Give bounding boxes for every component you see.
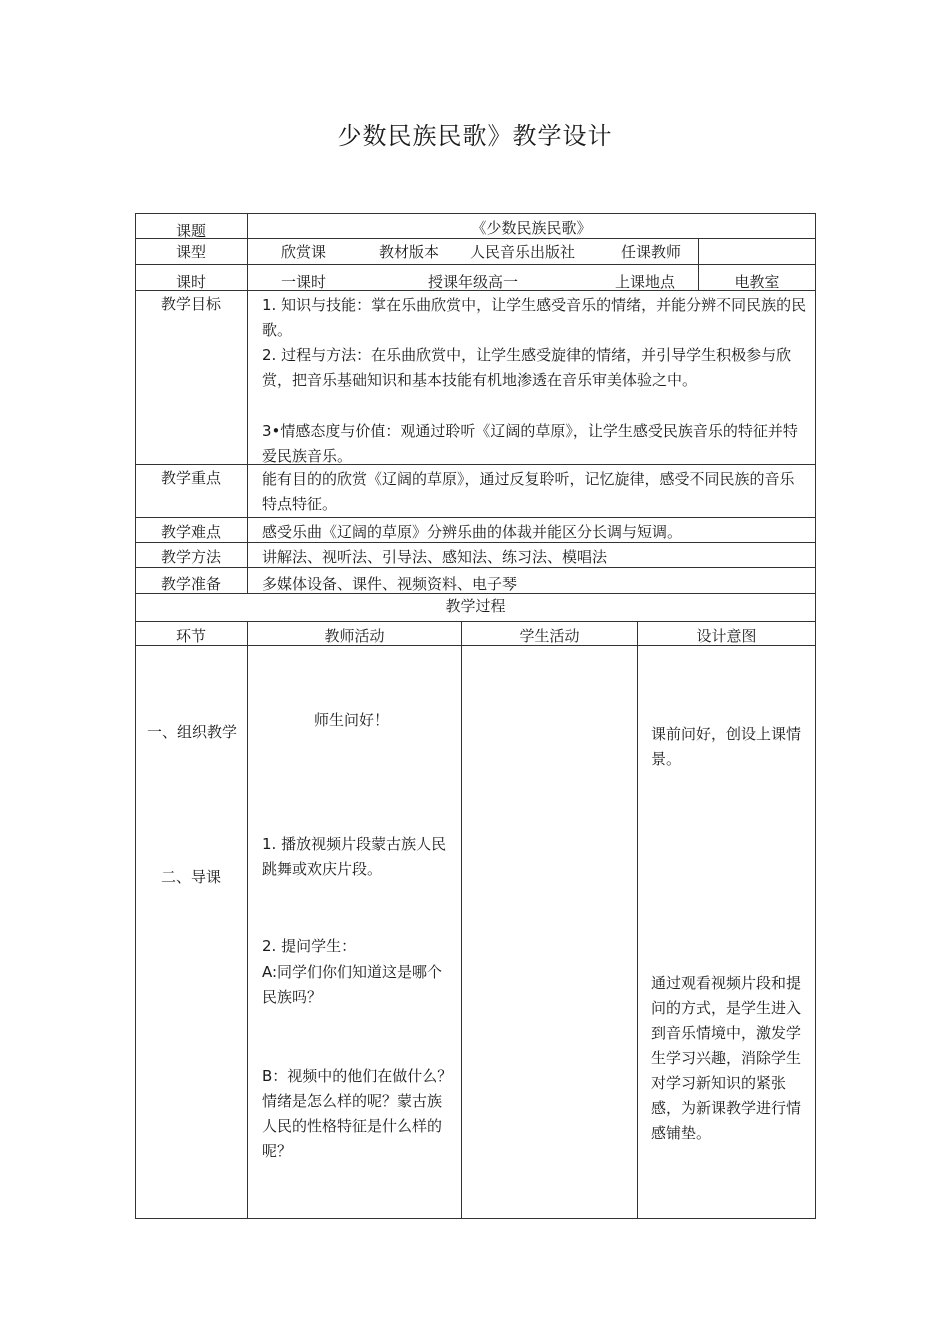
location-label: 上课地点 — [615, 273, 676, 291]
table-rule — [135, 1218, 816, 1219]
table-rule — [815, 213, 816, 1219]
table-rule — [461, 621, 462, 1219]
table-rule — [247, 621, 248, 1219]
process-heading: 教学过程 — [445, 597, 506, 615]
intent-greeting: 课前问好，创设上课情景。 — [651, 725, 802, 768]
preparation-label: 教学准备 — [160, 575, 221, 593]
table-rule — [135, 264, 816, 265]
column-teacher-activity: 教师活动 — [324, 627, 385, 645]
type-label: 课型 — [175, 243, 206, 261]
table-rule — [637, 621, 638, 1219]
table-rule — [135, 517, 816, 518]
table-rule — [135, 621, 816, 622]
stage-introduction: 二、导课 — [160, 868, 221, 886]
edition-label: 教材版本 — [379, 243, 440, 261]
grade-text: 授课年级高一 — [428, 273, 519, 291]
difficulties-label: 教学难点 — [160, 523, 221, 541]
location-value: 电教室 — [734, 273, 780, 291]
preparation-value: 多媒体设备、课件、视频资料、电子琴 — [262, 575, 518, 593]
methods-label: 教学方法 — [160, 548, 221, 566]
teacher-question-a: A:同学们你们知道这是哪个民族吗？ — [262, 963, 443, 1006]
document-title: 少数民族民歌》教学设计 — [337, 122, 613, 150]
difficulties-value: 感受乐曲《辽阔的草原》分辨乐曲的体裁并能区分长调与短调。 — [262, 523, 683, 541]
column-design-intent: 设计意图 — [696, 627, 757, 645]
key-points-label: 教学重点 — [160, 469, 221, 487]
table-rule — [135, 213, 136, 1219]
hours-value: 一课时 — [281, 273, 327, 291]
table-rule — [247, 213, 248, 594]
goals-label: 教学目标 — [160, 295, 221, 313]
goal-attitude: 3•情感态度与价值：观通过聆听《辽阔的草原》，让学生感受民族音乐的特征并特爱民族音乐。 — [262, 422, 798, 465]
type-value: 欣赏课 — [281, 243, 327, 261]
edition-value: 人民音乐出版社 — [470, 243, 576, 261]
methods-value: 讲解法、视听法、引导法、感知法、练习法、模唱法 — [262, 548, 608, 566]
topic-value: 《少数民族民歌》 — [471, 219, 592, 237]
column-stage: 环节 — [175, 627, 206, 645]
intent-introduction: 通过观看视频片段和提问的方式，是学生进入到音乐情境中，激发学生学习兴趣，消除学生对学习新知识的紧张感，为新课教学进行情感铺垫。 — [651, 974, 802, 1142]
teacher-question-b: B：视频中的他们在做什么？情绪是怎么样的呢？蒙古族人民的性格特征是什么样的呢？ — [262, 1067, 453, 1160]
goal-process: 2. 过程与方法：在乐曲欣赏中，让学生感受旋律的情绪，并引导学生积极参与欣赏，把音乐基础知识和基本技能有机地渗透在音乐审美体验之中。 — [262, 346, 792, 389]
column-student-activity: 学生活动 — [519, 627, 580, 645]
stage-organize: 一、组织教学 — [146, 723, 237, 741]
teacher-greeting: 师生问好！ — [314, 711, 390, 729]
teacher-label: 任课教师 — [621, 243, 682, 261]
teacher-play-video: 1. 播放视频片段蒙古族人民跳舞或欢庆片段。 — [262, 835, 447, 878]
topic-label: 课题 — [175, 222, 206, 240]
key-points-value: 能有目的的欣赏《辽阔的草原》，通过反复聆听，记忆旋律，感受不同民族的音乐特点特征。 — [262, 470, 795, 513]
table-rule — [135, 213, 816, 214]
teacher-question-title: 2. 提问学生： — [262, 937, 357, 955]
hours-label: 课时 — [175, 273, 206, 291]
goal-knowledge: 1. 知识与技能：掌在乐曲欣赏中，让学生感受音乐的情绪，并能分辨不同民族的民歌。 — [262, 296, 807, 339]
